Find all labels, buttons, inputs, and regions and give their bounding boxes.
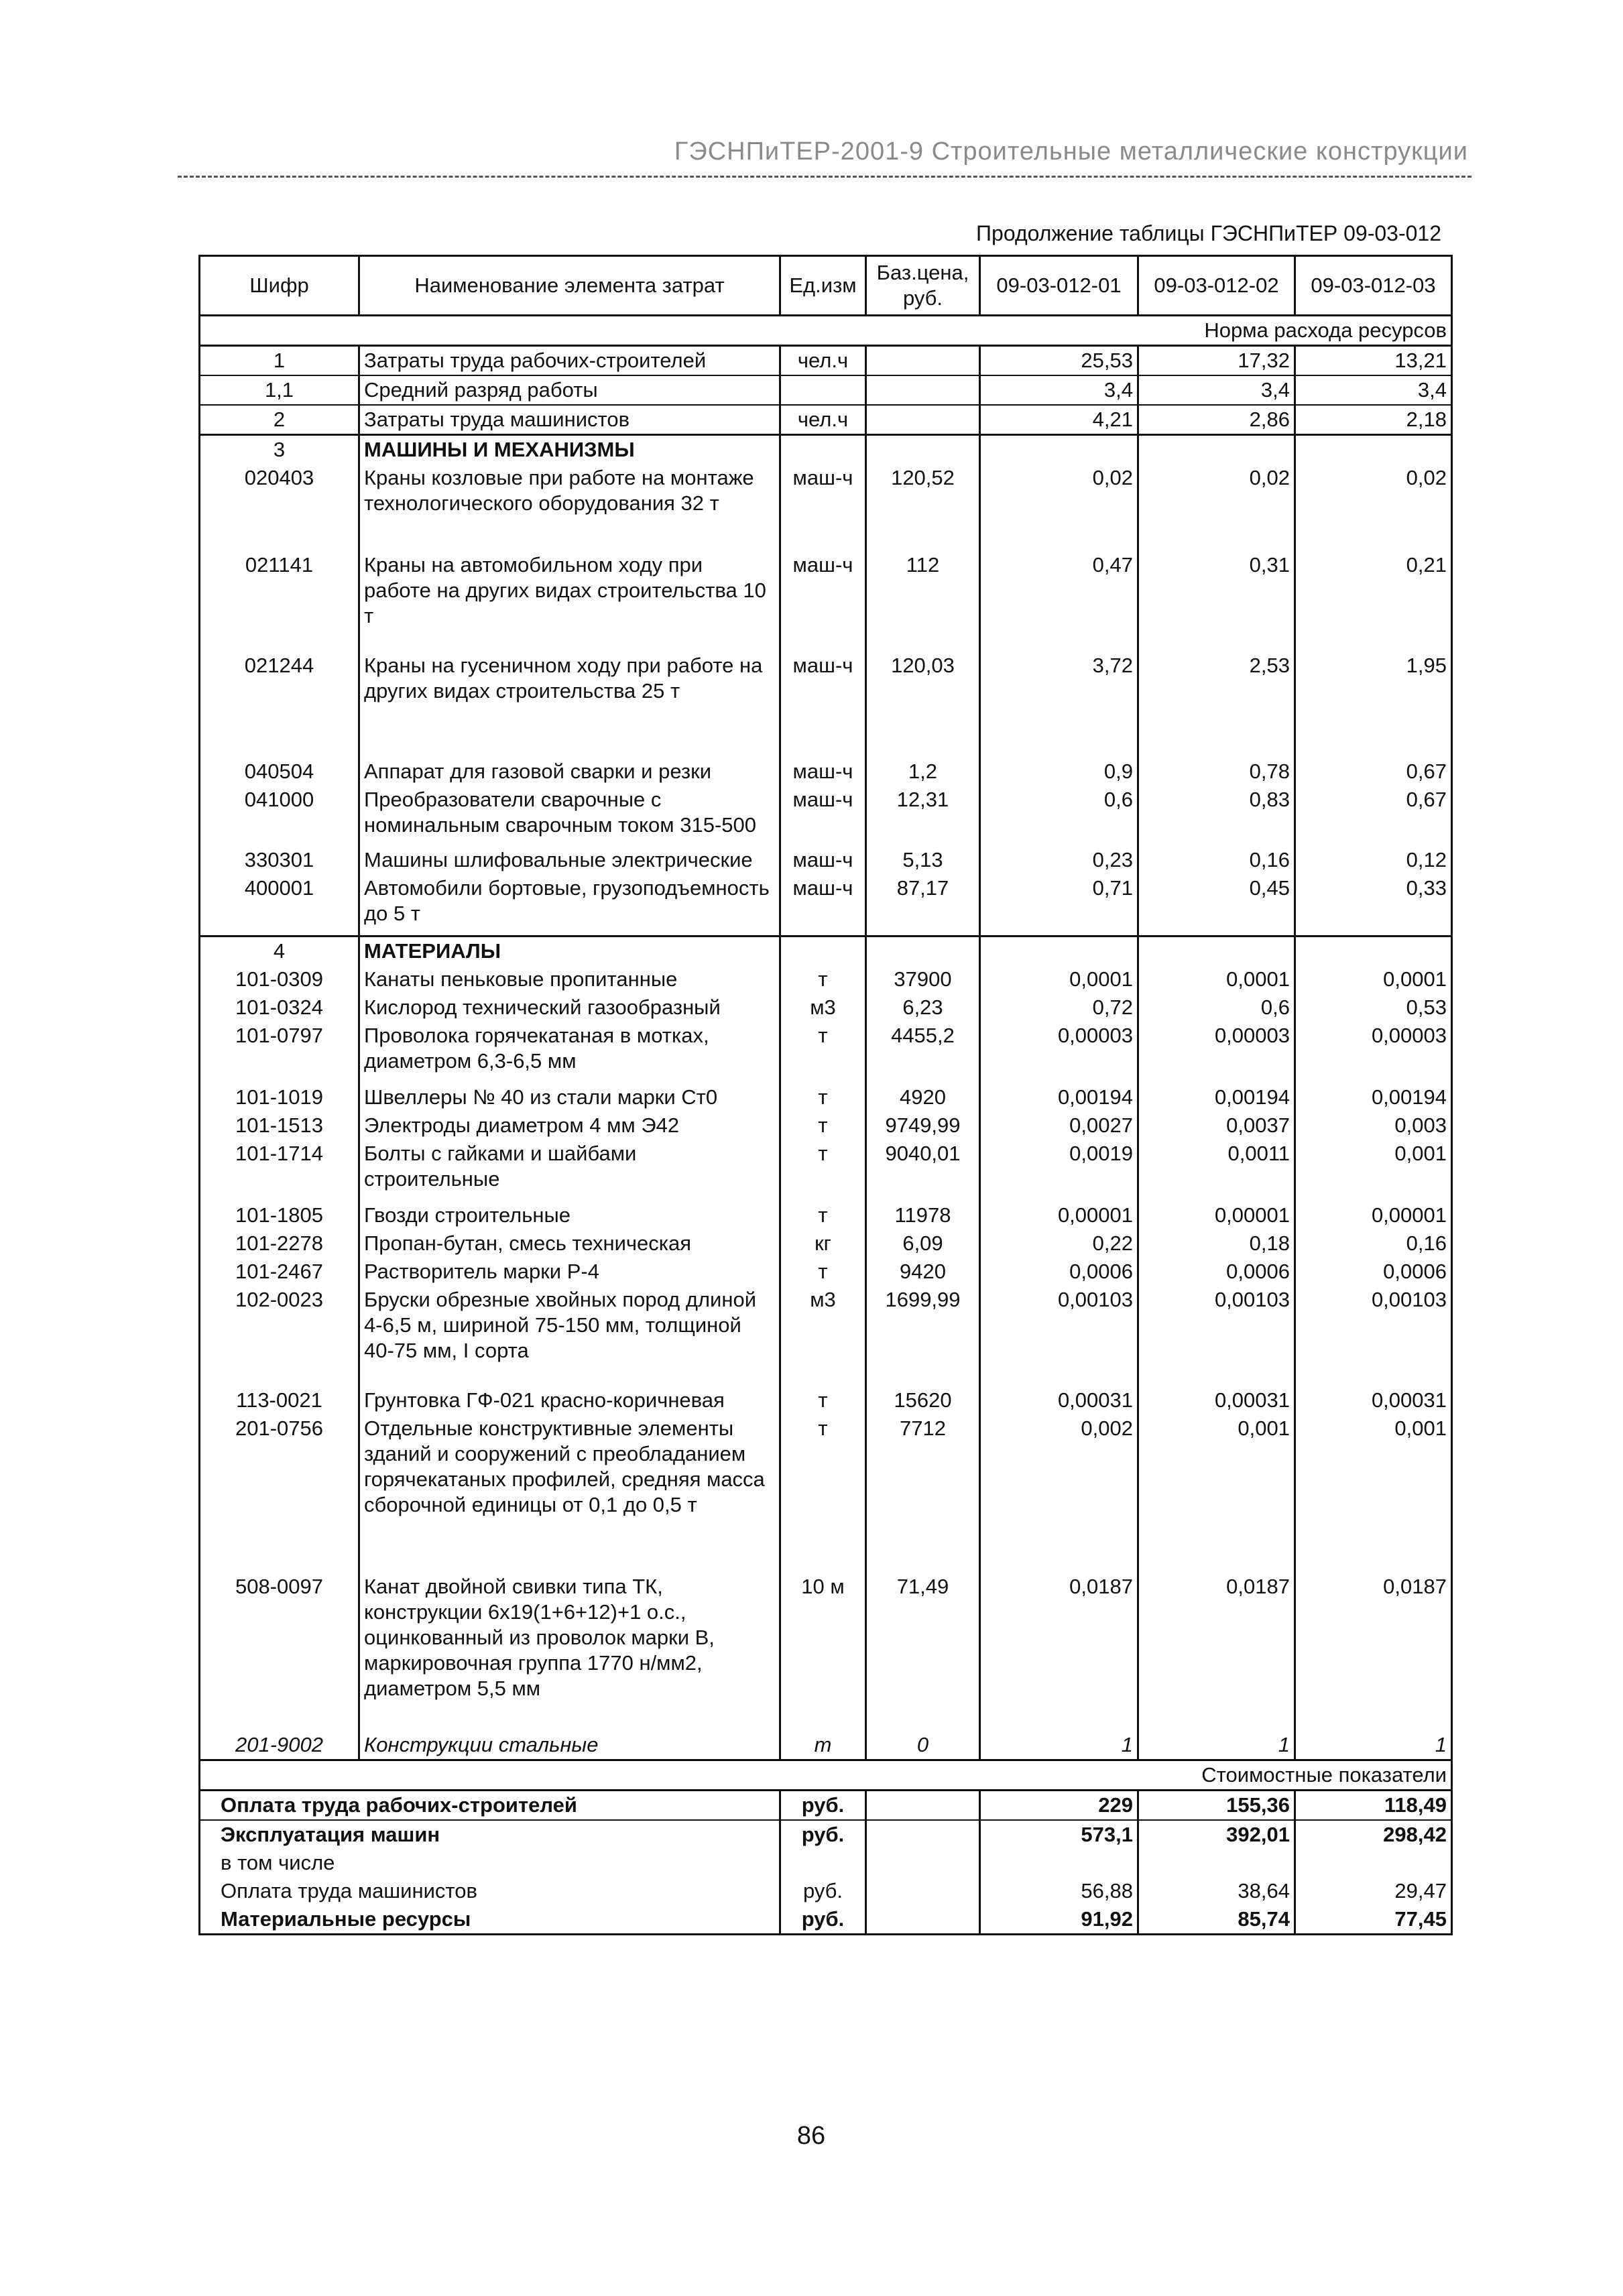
table-row xyxy=(200,346,1452,376)
row-v3: 0,0187 xyxy=(1295,1573,1452,1731)
row-v2: 0,001 xyxy=(1138,1414,1295,1573)
row-unit: т xyxy=(780,1111,866,1140)
row-v1: 0,71 xyxy=(980,874,1138,936)
row-code: 201-0756 xyxy=(200,1414,359,1573)
row-name: Конструкции стальные xyxy=(359,1731,780,1760)
row-code: 113-0021 xyxy=(200,1386,359,1414)
table-row xyxy=(200,1140,1452,1201)
section-title: МАШИНЫ И МЕХАНИЗМЫ xyxy=(359,435,780,465)
row-v1: 0,6 xyxy=(980,786,1138,846)
row-unit: т xyxy=(780,1083,866,1111)
table-row xyxy=(200,551,1452,652)
row-v1: 0,0006 xyxy=(980,1258,1138,1286)
row-name: Отдельные конструктивные элементы зданий и сооружений с преобладанием горячекатаных профилей, средняя масса сборочной единицы от 0,1 до 0,5 т xyxy=(359,1414,780,1573)
header-rule xyxy=(178,176,1471,178)
table-row xyxy=(200,1022,1452,1083)
row-v1: 0,0019 xyxy=(980,1140,1138,1201)
row-unit: маш-ч xyxy=(780,846,866,874)
section-title: МАТЕРИАЛЫ xyxy=(359,936,780,965)
row-v3: 13,21 xyxy=(1295,346,1452,376)
row-v2: 0,16 xyxy=(1138,846,1295,874)
row-v1: 3,4 xyxy=(980,375,1138,405)
row-code: 101-1513 xyxy=(200,1111,359,1140)
row-name: Аппарат для газовой сварки и резки xyxy=(359,758,780,786)
cost-name: Оплата труда рабочих-строителей xyxy=(200,1790,780,1820)
row-name: Преобразователи сварочные с номинальным сварочным током 315-500 xyxy=(359,786,780,846)
row-code: 020403 xyxy=(200,464,359,551)
row-v2: 0,00103 xyxy=(1138,1286,1295,1386)
row-unit xyxy=(780,375,866,405)
header-price: Баз.цена, руб. xyxy=(866,256,980,316)
row-name: Проволока горячекатаная в мотках, диаметром 6,3-6,5 мм xyxy=(359,1022,780,1083)
row-code: 101-1714 xyxy=(200,1140,359,1201)
table-row xyxy=(200,652,1452,758)
row-unit: т xyxy=(780,965,866,993)
cost-v3: 298,42 xyxy=(1295,1820,1452,1849)
row-v2: 1 xyxy=(1138,1731,1295,1760)
row-v1: 4,21 xyxy=(980,405,1138,435)
row-v2: 0,31 xyxy=(1138,551,1295,652)
row-price: 15620 xyxy=(866,1386,980,1414)
row-v3: 1 xyxy=(1295,1731,1452,1760)
section-code: 3 xyxy=(200,435,359,465)
row-code: 101-1019 xyxy=(200,1083,359,1111)
row-unit: маш-ч xyxy=(780,874,866,936)
row-price: 11978 xyxy=(866,1201,980,1229)
row-price xyxy=(866,375,980,405)
table-row xyxy=(200,1258,1452,1286)
cost-unit: руб. xyxy=(780,1905,866,1935)
header-code: Шифр xyxy=(200,256,359,316)
row-name: Пропан-бутан, смесь техническая xyxy=(359,1229,780,1258)
row-v2: 0,45 xyxy=(1138,874,1295,936)
row-price: 4455,2 xyxy=(866,1022,980,1083)
table-row xyxy=(200,874,1452,936)
cost-v1: 56,88 xyxy=(980,1877,1138,1905)
row-v3: 0,00103 xyxy=(1295,1286,1452,1386)
header-v2: 09-03-012-02 xyxy=(1138,256,1295,316)
row-unit: маш-ч xyxy=(780,464,866,551)
norm-label: Норма расхода ресурсов xyxy=(980,316,1452,346)
row-v3: 0,02 xyxy=(1295,464,1452,551)
row-code: 1 xyxy=(200,346,359,376)
cost-row xyxy=(200,1790,1452,1820)
row-v1: 0,00003 xyxy=(980,1022,1138,1083)
table-row xyxy=(200,965,1452,993)
row-price: 9040,01 xyxy=(866,1140,980,1201)
row-name: Канат двойной свивки типа ТК, конструкции 6х19(1+6+12)+1 о.с., оцинкованный из проволок марки В, маркировочная группа 1770 н/мм2, диаметром 5,5 мм xyxy=(359,1573,780,1731)
row-code: 508-0097 xyxy=(200,1573,359,1731)
section-code: 4 xyxy=(200,936,359,965)
cost-v1 xyxy=(980,1849,1138,1877)
row-unit: чел.ч xyxy=(780,346,866,376)
header-row xyxy=(200,256,1452,316)
header-unit: Ед.изм xyxy=(780,256,866,316)
row-code: 021141 xyxy=(200,551,359,652)
row-price: 37900 xyxy=(866,965,980,993)
table-row xyxy=(200,1573,1452,1731)
row-code: 330301 xyxy=(200,846,359,874)
row-v2: 0,0187 xyxy=(1138,1573,1295,1731)
row-price: 1699,99 xyxy=(866,1286,980,1386)
row-unit: т xyxy=(780,1731,866,1760)
row-code: 1,1 xyxy=(200,375,359,405)
row-v3: 0,53 xyxy=(1295,993,1452,1022)
row-price: 5,13 xyxy=(866,846,980,874)
row-name: Затраты труда машинистов xyxy=(359,405,780,435)
norm-label-row xyxy=(200,316,1452,346)
table-row xyxy=(200,1083,1452,1111)
row-v1: 0,22 xyxy=(980,1229,1138,1258)
cost-unit: руб. xyxy=(780,1877,866,1905)
row-v3: 0,001 xyxy=(1295,1140,1452,1201)
cost-v1: 573,1 xyxy=(980,1820,1138,1849)
row-v2: 0,02 xyxy=(1138,464,1295,551)
row-unit: т xyxy=(780,1140,866,1201)
row-price: 6,23 xyxy=(866,993,980,1022)
table-row xyxy=(200,405,1452,435)
running-head: ГЭСНПиТЕР-2001-9 Строительные металлические конструкции xyxy=(674,137,1468,166)
row-name: Гвозди строительные xyxy=(359,1201,780,1229)
row-unit: м3 xyxy=(780,1286,866,1386)
row-unit: т xyxy=(780,1022,866,1083)
row-v3: 0,67 xyxy=(1295,758,1452,786)
row-v1: 0,00103 xyxy=(980,1286,1138,1386)
row-name: Машины шлифовальные электрические xyxy=(359,846,780,874)
row-price: 112 xyxy=(866,551,980,652)
row-v2: 17,32 xyxy=(1138,346,1295,376)
row-v2: 0,18 xyxy=(1138,1229,1295,1258)
cost-v2: 85,74 xyxy=(1138,1905,1295,1935)
row-v2: 0,00001 xyxy=(1138,1201,1295,1229)
row-price xyxy=(866,405,980,435)
row-v3: 0,0001 xyxy=(1295,965,1452,993)
row-v3: 2,18 xyxy=(1295,405,1452,435)
cost-v2: 392,01 xyxy=(1138,1820,1295,1849)
cost-v2 xyxy=(1138,1849,1295,1877)
row-v3: 0,12 xyxy=(1295,846,1452,874)
table-caption: Продолжение таблицы ГЭСНПиТЕР 09-03-012 xyxy=(976,221,1441,245)
row-v2: 0,00003 xyxy=(1138,1022,1295,1083)
row-unit: маш-ч xyxy=(780,786,866,846)
row-name: Канаты пеньковые пропитанные xyxy=(359,965,780,993)
row-name: Бруски обрезные хвойных пород длиной 4-6,5 м, шириной 75-150 мм, толщиной 40-75 мм, I сорта xyxy=(359,1286,780,1386)
table-row xyxy=(200,1286,1452,1386)
row-name: Кислород технический газообразный xyxy=(359,993,780,1022)
row-name: Швеллеры № 40 из стали марки Ст0 xyxy=(359,1083,780,1111)
table-row xyxy=(200,1414,1452,1573)
cost-label-row xyxy=(200,1760,1452,1790)
cost-v3: 118,49 xyxy=(1295,1790,1452,1820)
row-name: Средний разряд работы xyxy=(359,375,780,405)
table-row xyxy=(200,758,1452,786)
row-v3: 0,21 xyxy=(1295,551,1452,652)
row-code: 400001 xyxy=(200,874,359,936)
row-name: Краны козловые при работе на монтаже технологического оборудования 32 т xyxy=(359,464,780,551)
row-v2: 0,0011 xyxy=(1138,1140,1295,1201)
row-v3: 0,003 xyxy=(1295,1111,1452,1140)
row-unit: маш-ч xyxy=(780,551,866,652)
cost-unit: руб. xyxy=(780,1820,866,1849)
cost-v3: 29,47 xyxy=(1295,1877,1452,1905)
cost-name: Оплата труда машинистов xyxy=(200,1877,780,1905)
table-row xyxy=(200,1229,1452,1258)
row-v1: 3,72 xyxy=(980,652,1138,758)
cost-label: Стоимостные показатели xyxy=(980,1760,1452,1790)
row-unit: маш-ч xyxy=(780,758,866,786)
cost-name: в том числе xyxy=(200,1849,780,1877)
row-v2: 0,83 xyxy=(1138,786,1295,846)
row-price: 7712 xyxy=(866,1414,980,1573)
row-price xyxy=(866,346,980,376)
row-unit: кг xyxy=(780,1229,866,1258)
table-row xyxy=(200,1731,1452,1760)
header-v1: 09-03-012-01 xyxy=(980,256,1138,316)
row-unit: т xyxy=(780,1258,866,1286)
row-v3: 0,0006 xyxy=(1295,1258,1452,1286)
row-price: 6,09 xyxy=(866,1229,980,1258)
row-name: Электроды диаметром 4 мм Э42 xyxy=(359,1111,780,1140)
row-v2: 0,00194 xyxy=(1138,1083,1295,1111)
row-v2: 3,4 xyxy=(1138,375,1295,405)
row-price: 87,17 xyxy=(866,874,980,936)
row-name: Болты с гайками и шайбами строительные xyxy=(359,1140,780,1201)
row-v3: 0,33 xyxy=(1295,874,1452,936)
row-code: 040504 xyxy=(200,758,359,786)
row-v1: 0,23 xyxy=(980,846,1138,874)
row-code: 041000 xyxy=(200,786,359,846)
row-unit: т xyxy=(780,1201,866,1229)
row-unit: т xyxy=(780,1386,866,1414)
row-v1: 0,47 xyxy=(980,551,1138,652)
table-row xyxy=(200,1386,1452,1414)
row-price: 1,2 xyxy=(866,758,980,786)
cost-v3 xyxy=(1295,1849,1452,1877)
row-price: 0 xyxy=(866,1731,980,1760)
row-v1: 0,02 xyxy=(980,464,1138,551)
row-price: 9420 xyxy=(866,1258,980,1286)
table-row xyxy=(200,846,1452,874)
row-unit: м3 xyxy=(780,993,866,1022)
row-v2: 2,53 xyxy=(1138,652,1295,758)
row-v3: 0,00003 xyxy=(1295,1022,1452,1083)
row-price: 4920 xyxy=(866,1083,980,1111)
cost-row xyxy=(200,1849,1452,1877)
row-code: 101-2467 xyxy=(200,1258,359,1286)
row-v2: 2,86 xyxy=(1138,405,1295,435)
cost-v1: 229 xyxy=(980,1790,1138,1820)
row-v1: 0,00194 xyxy=(980,1083,1138,1111)
row-name: Краны на автомобильном ходу при работе на других видах строительства 10 т xyxy=(359,551,780,652)
row-name: Краны на гусеничном ходу при работе на других видах строительства 25 т xyxy=(359,652,780,758)
row-v3: 0,00031 xyxy=(1295,1386,1452,1414)
row-v1: 25,53 xyxy=(980,346,1138,376)
row-price: 120,03 xyxy=(866,652,980,758)
row-code: 2 xyxy=(200,405,359,435)
row-price: 71,49 xyxy=(866,1573,980,1731)
table-row xyxy=(200,375,1452,405)
row-unit: маш-ч xyxy=(780,652,866,758)
cost-v3: 77,45 xyxy=(1295,1905,1452,1935)
header-v3: 09-03-012-03 xyxy=(1295,256,1452,316)
row-code: 101-1805 xyxy=(200,1201,359,1229)
row-v1: 1 xyxy=(980,1731,1138,1760)
row-name: Грунтовка ГФ-021 красно-коричневая xyxy=(359,1386,780,1414)
cost-v2: 155,36 xyxy=(1138,1790,1295,1820)
row-v3: 3,4 xyxy=(1295,375,1452,405)
section-row-materials xyxy=(200,936,1452,965)
row-code: 101-0324 xyxy=(200,993,359,1022)
row-v1: 0,00031 xyxy=(980,1386,1138,1414)
row-v1: 0,72 xyxy=(980,993,1138,1022)
table-row xyxy=(200,1201,1452,1229)
cost-v2: 38,64 xyxy=(1138,1877,1295,1905)
table-row xyxy=(200,464,1452,551)
page-number: 86 xyxy=(796,2122,826,2150)
row-price: 120,52 xyxy=(866,464,980,551)
table-row xyxy=(200,993,1452,1022)
row-unit: т xyxy=(780,1414,866,1573)
row-unit: 10 м xyxy=(780,1573,866,1731)
row-v1: 0,002 xyxy=(980,1414,1138,1573)
cost-name: Материальные ресурсы xyxy=(200,1905,780,1935)
cost-unit: руб. xyxy=(780,1790,866,1820)
row-v2: 0,0001 xyxy=(1138,965,1295,993)
cost-row xyxy=(200,1820,1452,1849)
header-name: Наименование элемента затрат xyxy=(359,256,780,316)
row-v3: 0,00001 xyxy=(1295,1201,1452,1229)
row-code: 101-2278 xyxy=(200,1229,359,1258)
cost-row xyxy=(200,1905,1452,1935)
row-v1: 0,00001 xyxy=(980,1201,1138,1229)
table-row xyxy=(200,1111,1452,1140)
cost-v1: 91,92 xyxy=(980,1905,1138,1935)
row-code: 102-0023 xyxy=(200,1286,359,1386)
section-row-machines xyxy=(200,435,1452,465)
row-code: 201-9002 xyxy=(200,1731,359,1760)
row-v2: 0,00031 xyxy=(1138,1386,1295,1414)
row-v3: 0,00194 xyxy=(1295,1083,1452,1111)
row-v1: 0,9 xyxy=(980,758,1138,786)
cost-name: Эксплуатация машин xyxy=(200,1820,780,1849)
row-v1: 0,0187 xyxy=(980,1573,1138,1731)
cost-row xyxy=(200,1877,1452,1905)
row-unit: чел.ч xyxy=(780,405,866,435)
row-code: 021244 xyxy=(200,652,359,758)
row-v3: 0,16 xyxy=(1295,1229,1452,1258)
row-v3: 0,67 xyxy=(1295,786,1452,846)
row-v2: 0,0006 xyxy=(1138,1258,1295,1286)
row-code: 101-0309 xyxy=(200,965,359,993)
cost-unit xyxy=(780,1849,866,1877)
row-v3: 1,95 xyxy=(1295,652,1452,758)
row-v1: 0,0027 xyxy=(980,1111,1138,1140)
row-price: 9749,99 xyxy=(866,1111,980,1140)
row-v3: 0,001 xyxy=(1295,1414,1452,1573)
row-code: 101-0797 xyxy=(200,1022,359,1083)
row-name: Автомобили бортовые, грузоподъемность до 5 т xyxy=(359,874,780,936)
row-v2: 0,6 xyxy=(1138,993,1295,1022)
row-price: 12,31 xyxy=(866,786,980,846)
row-name: Затраты труда рабочих-строителей xyxy=(359,346,780,376)
row-name: Растворитель марки Р-4 xyxy=(359,1258,780,1286)
row-v2: 0,78 xyxy=(1138,758,1295,786)
row-v1: 0,0001 xyxy=(980,965,1138,993)
table-row xyxy=(200,786,1452,846)
resource-table xyxy=(198,255,1453,1935)
row-v2: 0,0037 xyxy=(1138,1111,1295,1140)
